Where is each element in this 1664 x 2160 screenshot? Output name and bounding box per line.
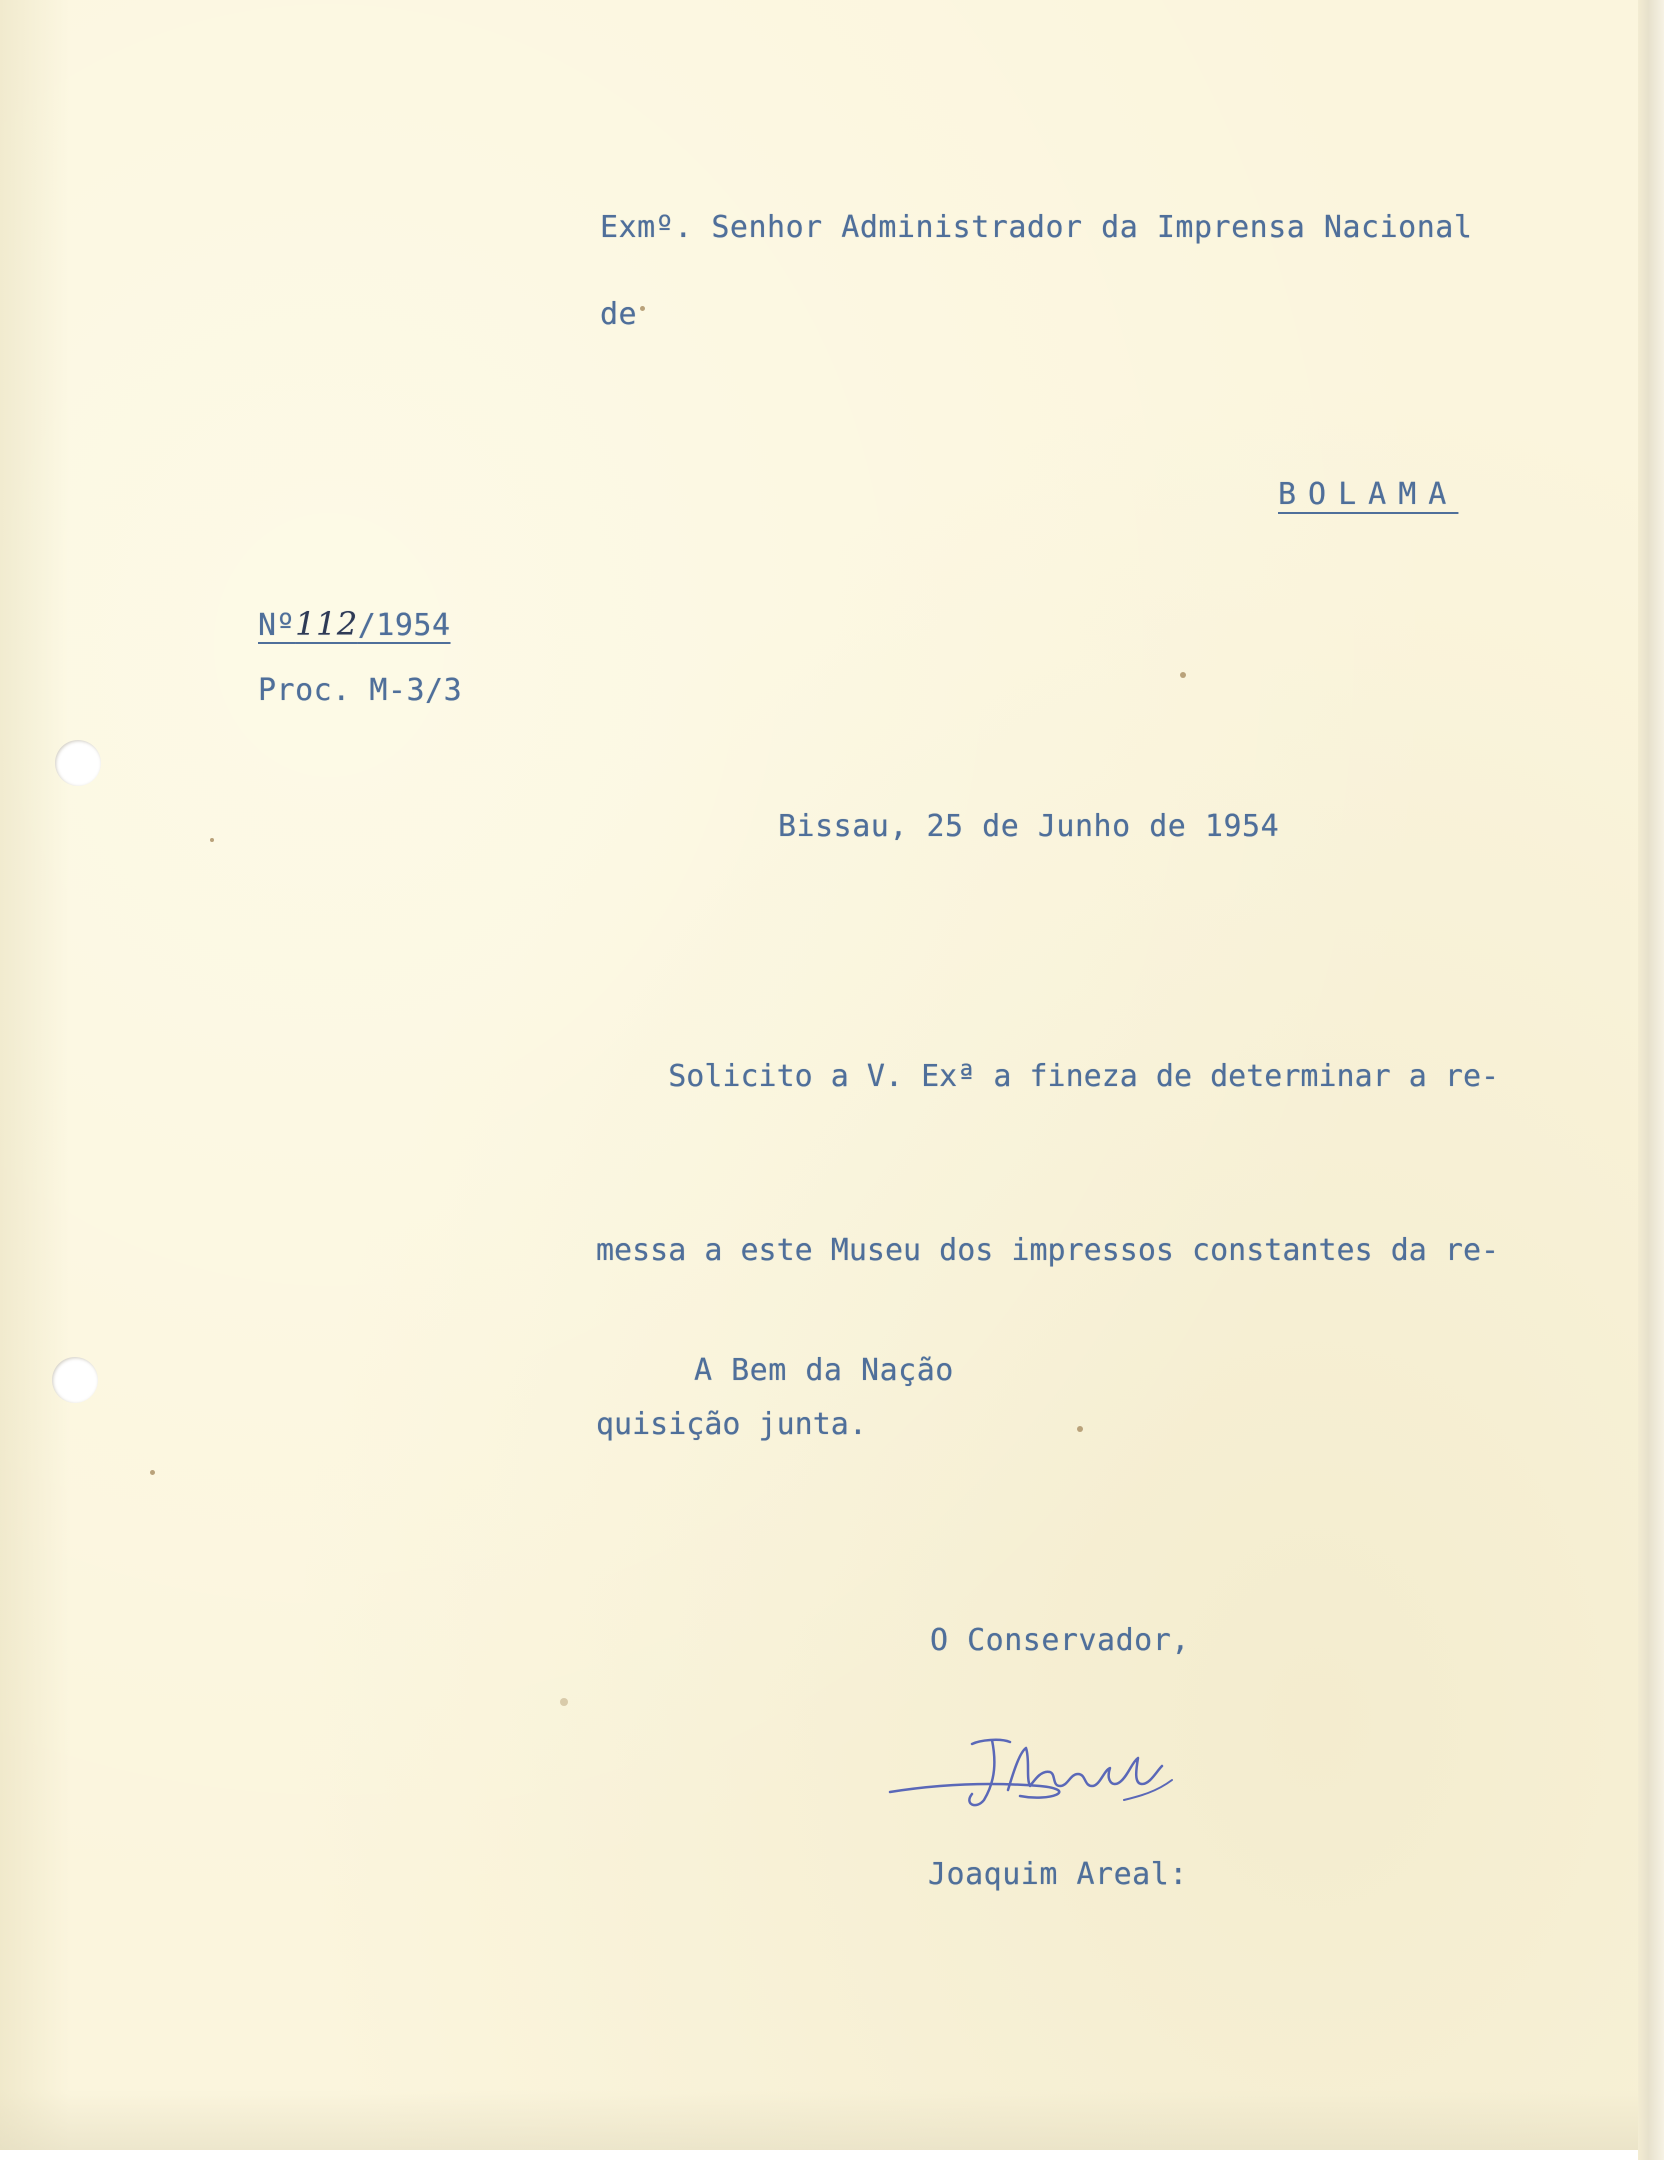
paper-speck <box>560 1698 568 1706</box>
process-reference: Proc. M-3/3 <box>258 673 463 708</box>
paper-speck <box>1077 1426 1083 1432</box>
reference-number <box>258 605 451 643</box>
punch-hole-top <box>55 740 101 786</box>
paper-edge <box>1638 0 1664 2160</box>
addressee-line1: Exmº. Senhor Administrador da Imprensa Nacional <box>600 210 1473 245</box>
paper-speck <box>150 1470 155 1475</box>
paper-shading <box>0 0 70 2150</box>
reference-prefix: Nº <box>258 608 296 643</box>
paper-fold <box>0 2090 1646 2150</box>
punch-hole-bottom <box>52 1357 98 1403</box>
paper-speck <box>210 838 214 842</box>
destination-city: BOLAMA <box>1278 477 1459 512</box>
reference-handwritten-number: 112 <box>295 605 358 643</box>
signatory-name: Joaquim Areal: <box>928 1857 1188 1892</box>
paper-speck <box>1180 672 1186 678</box>
handwritten-signature <box>880 1700 1200 1830</box>
body-line: quisição junta. <box>596 1407 867 1442</box>
body-line: messa a este Museu dos impressos constantes da re- <box>596 1233 1500 1268</box>
date-line: Bissau, 25 de Junho de 1954 <box>778 809 1280 844</box>
body-line: Solicito a V. Exª a fineza de determinar a re- <box>596 1059 1500 1094</box>
signatory-title: O Conservador, <box>930 1623 1190 1658</box>
letter-body <box>596 932 1516 1570</box>
closing-formula: A Bem da Nação <box>694 1353 954 1388</box>
paper-speck <box>640 306 645 311</box>
addressee-line2: de <box>600 297 638 332</box>
reference-year: /1954 <box>357 608 451 643</box>
